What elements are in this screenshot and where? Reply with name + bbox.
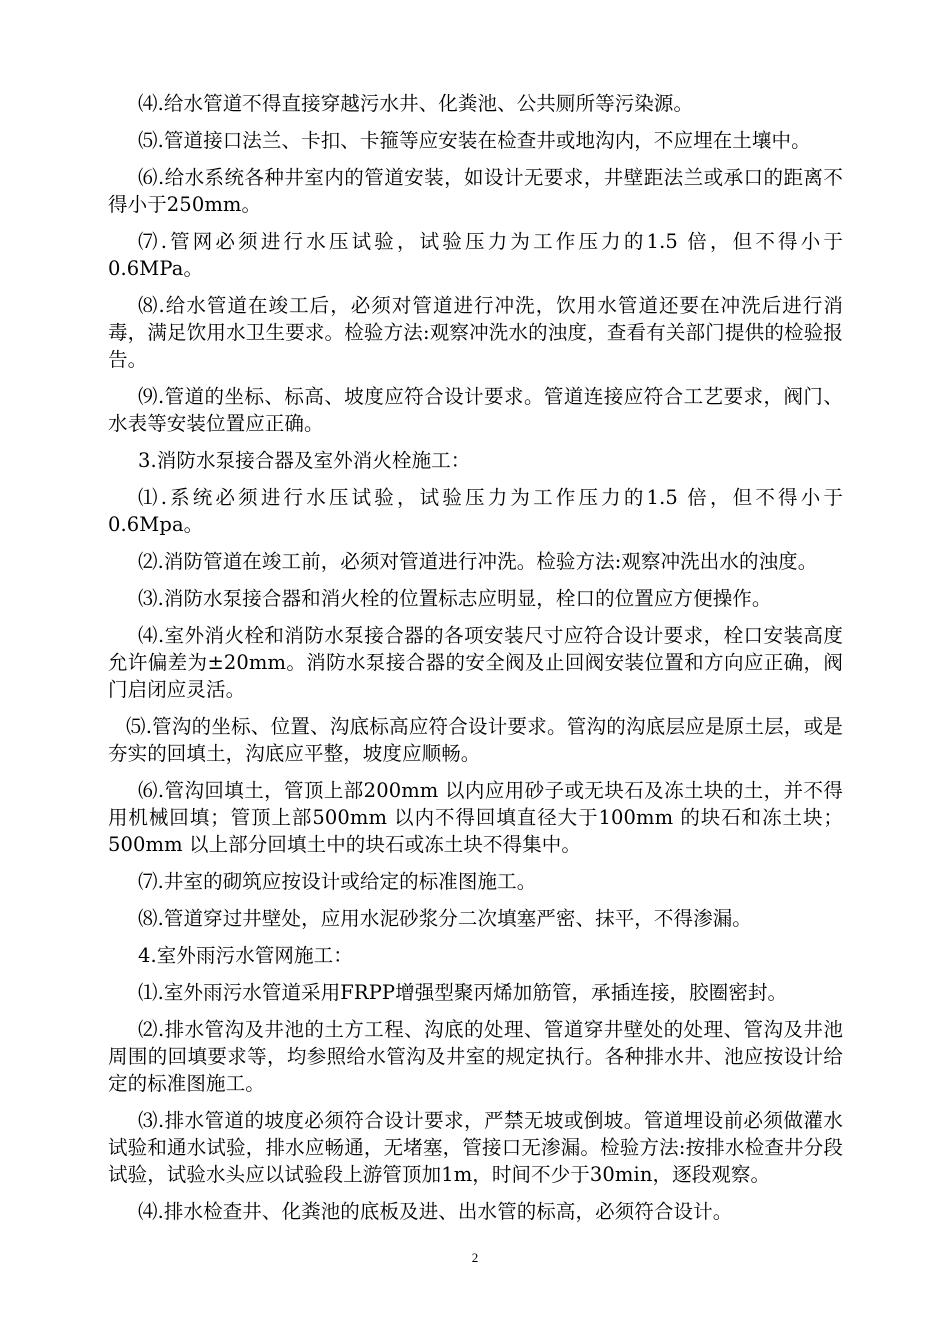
document-body <box>108 90 843 1235</box>
section-heading-4: 4.室外雨污水管网施工： <box>138 944 353 967</box>
page-number: 2 <box>471 1250 479 1265</box>
paragraph-5-3: ⑸.管沟的坐标、位置、沟底标高应符合设计要求。管沟的沟底层应是原土层，或是夯实的回填土，沟底应平整，坡度应顺畅。 <box>108 715 843 765</box>
paragraph-7-1: ⑺.管网必须进行水压试验，试验压力为工作压力的1.5 倍，但不得小于0.6MPa。 <box>108 230 843 280</box>
paragraph-3-4: ⑶.排水管道的坡度必须符合设计要求，严禁无坡或倒坡。管道埋设前必须做灌水试验和通水试验，排水应畅通，无堵塞，管接口无渗漏。检验方法:按排水检查井分段试验，试验水头应以试验段上游管顶加1m，时间不少于30min，逐段观察。 <box>108 1109 843 1186</box>
paragraph-6-1: ⑹.给水系统各种井室内的管道安装，如设计无要求，井壁距法兰或承口的距离不得小于250mm。 <box>108 166 843 216</box>
paragraph-4-1: ⑷.给水管道不得直接穿越污水井、化粪池、公共厕所等污染源。 <box>138 92 694 115</box>
paragraph-5-1: ⑸.管道接口法兰、卡扣、卡箍等应安装在检查井或地沟内，不应埋在土壤中。 <box>138 129 811 152</box>
paragraph-3-3: ⑶.消防水泵接合器和消火栓的位置标志应明显，栓口的位置应方便操作。 <box>138 587 772 610</box>
paragraph-4-3: ⑷.室外消火栓和消防水泵接合器的各项安装尺寸应符合设计要求，栓口安装高度允许偏差为±20mm。消防水泵接合器的安全阀及止回阀安装位置和方向应正确，阀门启闭应灵活。 <box>108 624 843 701</box>
paragraph-8-1: ⑻.给水管道在竣工后，必须对管道进行冲洗，饮用水管道还要在冲洗后进行消毒，满足饮用水卫生要求。检验方法:观察冲洗水的浊度，查看有关部门提供的检验报告。 <box>108 294 843 371</box>
paragraph-7-3: ⑺.井室的砌筑应按设计或给定的标准图施工。 <box>138 870 537 893</box>
paragraph-2-3: ⑵.消防管道在竣工前，必须对管道进行冲洗。检验方法:观察冲洗出水的浊度。 <box>138 550 818 573</box>
paragraph-1-4: ⑴.室外雨污水管道采用FRPP增强型聚丙烯加筋管，承插连接，胶圈密封。 <box>138 981 788 1004</box>
paragraph-2-4: ⑵.排水管沟及井池的土方工程、沟底的处理、管道穿井壁处的处理、管沟及井池周围的回填要求等，均参照给水管沟及井室的规定执行。各种排水井、池应按设计给定的标准图施工。 <box>108 1018 843 1095</box>
paragraph-9-1: ⑼.管道的坐标、标高、坡度应符合设计要求。管道连接应符合工艺要求，阀门、水表等安装位置应正确。 <box>108 385 843 435</box>
paragraph-1-3: ⑴.系统必须进行水压试验，试验压力为工作压力的1.5 倍，但不得小于0.6Mpa。 <box>108 486 843 536</box>
paragraph-6-3: ⑹.管沟回填土，管顶上部200mm 以内应用砂子或无块石及冻土块的土，并不得用机械回填；管顶上部500mm 以内不得回填直径大于100mm 的块石和冻土块；500mm 以上部分回填土中的块石或冻土块不得集中。 <box>108 779 843 856</box>
section-heading-3: 3.消防水泵接合器及室外消火栓施工： <box>138 449 471 472</box>
paragraph-4-4: ⑷.排水检查井、化粪池的底板及进、出水管的标高，必须符合设计。 <box>138 1200 733 1223</box>
paragraph-8-3: ⑻.管道穿过井壁处，应用水泥砂浆分二次填塞严密、抹平，不得渗漏。 <box>138 907 752 930</box>
